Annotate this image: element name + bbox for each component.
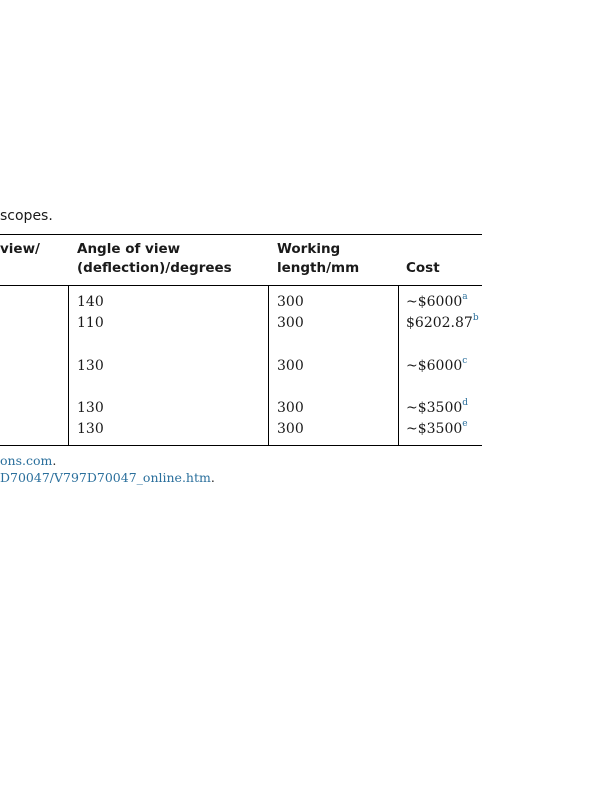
- row-5-footnote-link[interactable]: e: [462, 419, 468, 429]
- row-3-cost-cell: [406, 357, 467, 375]
- row-4-cost: ~$3500: [406, 400, 463, 416]
- row-3-cost: ~$6000: [406, 358, 463, 374]
- row-2-length: 300: [277, 315, 304, 331]
- row-5-cost: ~$3500: [406, 421, 463, 437]
- header-cost: [406, 259, 440, 278]
- row-4-cost-cell: [406, 399, 468, 417]
- column-divider-3: [398, 285, 399, 445]
- row-3-length: 300: [277, 358, 304, 374]
- row-4-footnote-link[interactable]: d: [462, 398, 469, 408]
- footnote-2: D70047/V797D70047_online.htm.: [0, 470, 215, 485]
- row-4-angle: 130: [77, 400, 104, 416]
- header-angle-line1: Angle of view: [77, 241, 181, 257]
- row-4-length: 300: [277, 400, 304, 416]
- table-bottom-rule: [0, 445, 482, 446]
- endoscope-table: [0, 234, 482, 446]
- row-2-cost-cell: [406, 314, 479, 332]
- footnote-1: ons.com.: [0, 453, 57, 468]
- row-1-footnote-link[interactable]: a: [462, 292, 468, 302]
- footnote-1-link[interactable]: ons.com: [0, 453, 53, 468]
- header-working-length: [277, 240, 359, 278]
- column-divider-2: [268, 285, 269, 445]
- column-divider-1: [68, 285, 69, 445]
- table-top-rule: [0, 234, 482, 235]
- header-length-line2: length/mm: [277, 260, 360, 276]
- header-view: [0, 240, 40, 259]
- header-length-line1: Working: [277, 241, 341, 257]
- header-rule: [0, 285, 482, 286]
- header-angle-of-view: [77, 240, 232, 278]
- header-cost-label: Cost: [406, 260, 440, 276]
- row-5-length: 300: [277, 421, 304, 437]
- row-1-angle: 140: [77, 294, 104, 310]
- row-2-cost: $6202.87: [406, 315, 473, 331]
- row-2-angle: 110: [77, 315, 104, 331]
- row-3-angle: 130: [77, 358, 104, 374]
- row-2-footnote-link[interactable]: b: [472, 313, 479, 323]
- footnote-2-link[interactable]: D70047/V797D70047_online.htm: [0, 470, 211, 485]
- row-1-cost-cell: [406, 293, 468, 311]
- header-angle-line2: (deflection)/degrees: [77, 260, 232, 276]
- row-1-length: 300: [277, 294, 304, 310]
- row-3-footnote-link[interactable]: c: [462, 356, 468, 366]
- table-caption: scopes.: [0, 208, 53, 224]
- row-5-cost-cell: [406, 420, 468, 438]
- row-1-cost: ~$6000: [406, 294, 463, 310]
- row-5-angle: 130: [77, 421, 104, 437]
- header-view-line1: view/: [0, 241, 40, 257]
